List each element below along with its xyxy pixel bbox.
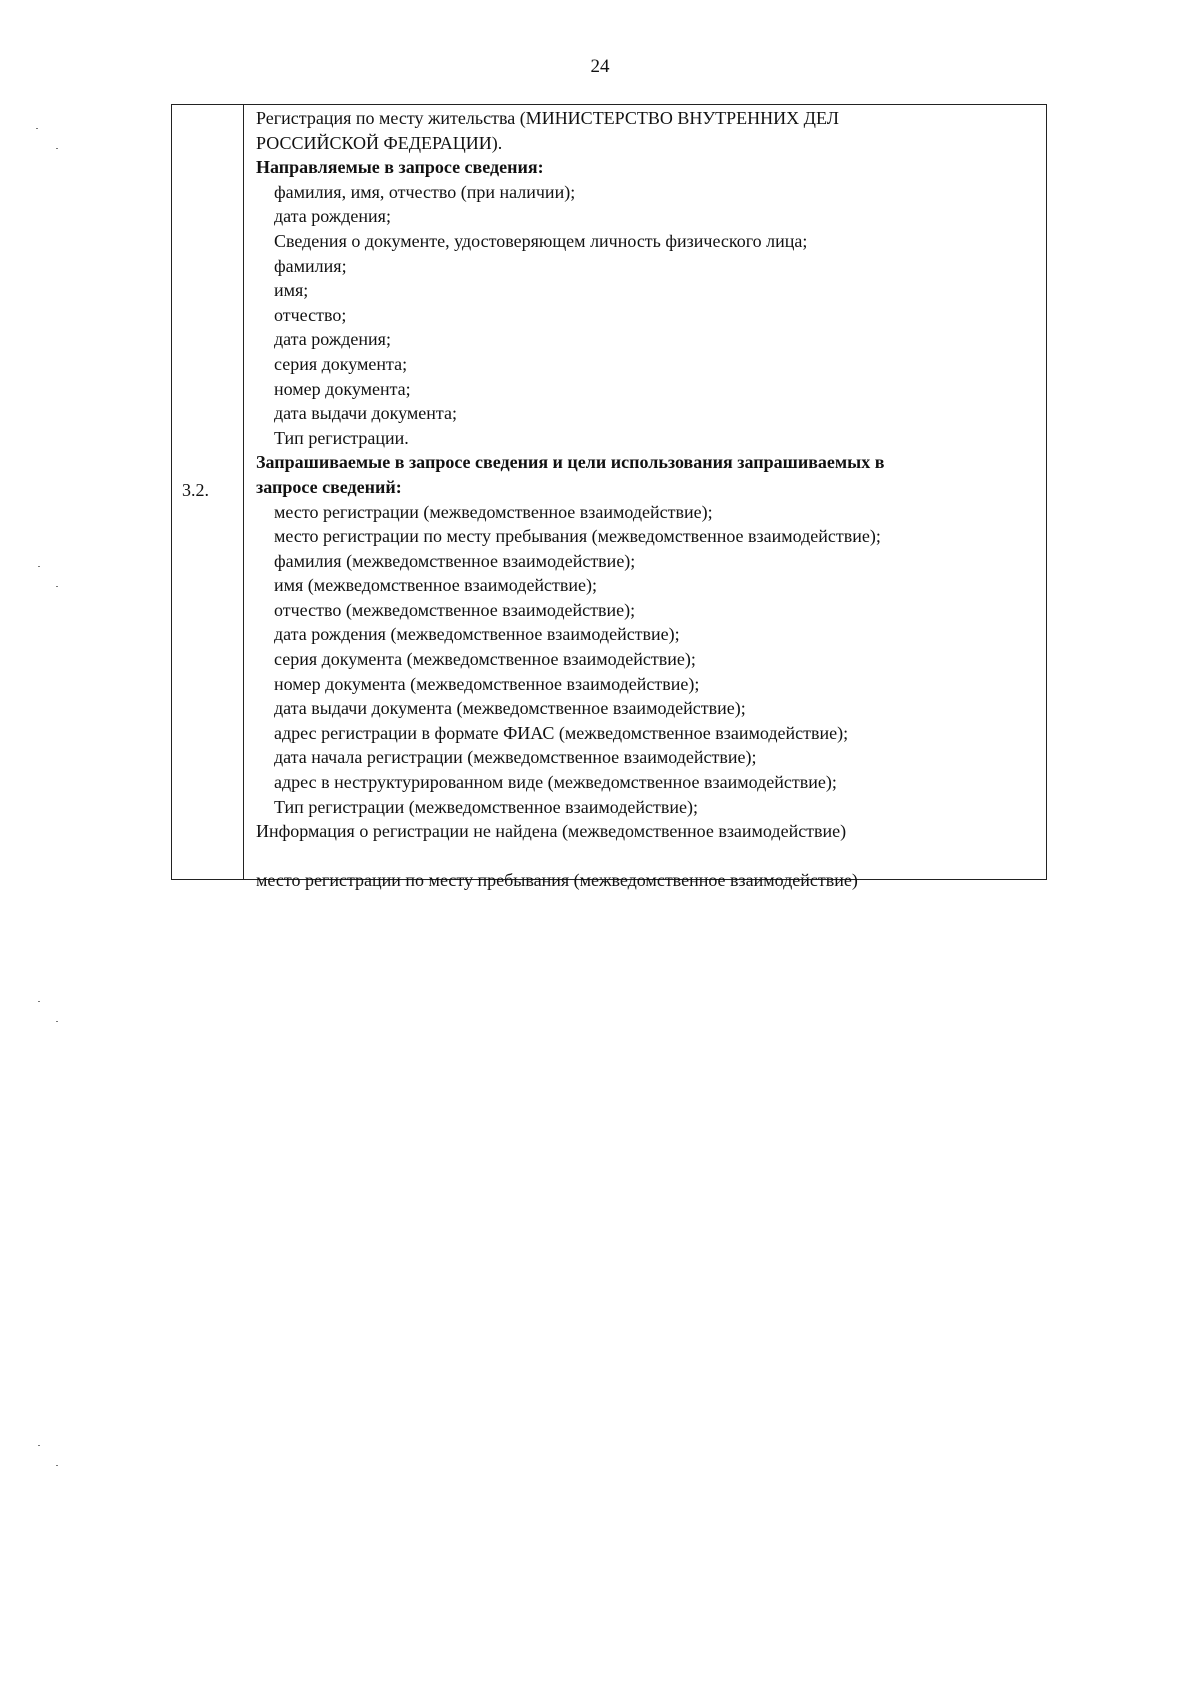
scan-speck xyxy=(36,128,38,129)
scan-speck xyxy=(38,1445,40,1446)
requested-item: дата выдачи документа (межведомственное взаимодействие); xyxy=(274,698,746,719)
service-title-line-2: РОССИЙСКОЙ ФЕДЕРАЦИИ). xyxy=(256,132,503,153)
requested-item: адрес регистрации в формате ФИАС (межведомственное взаимодействие); xyxy=(274,722,849,743)
requested-item: дата начала регистрации (межведомственное взаимодействие); xyxy=(274,747,757,768)
sent-item: имя; xyxy=(274,280,309,301)
sent-item: дата выдачи документа; xyxy=(274,403,457,424)
sent-item: Сведения о документе, удостоверяющем личность физического лица; xyxy=(274,230,808,251)
sent-item: дата рождения; xyxy=(274,329,391,350)
requested-data-heading-line-1: Запрашиваемые в запросе сведения и цели использования запрашиваемых в xyxy=(256,452,885,473)
row-number: 3.2. xyxy=(182,480,209,500)
requested-data-heading-line-2: запросе сведений: xyxy=(256,476,402,497)
scan-speck xyxy=(56,1465,58,1466)
requested-item: номер документа (межведомственное взаимодействие); xyxy=(274,673,700,694)
requested-item: серия документа (межведомственное взаимодействие); xyxy=(274,649,696,670)
scan-speck xyxy=(38,566,40,567)
sent-item: номер документа; xyxy=(274,378,411,399)
requested-item: место регистрации (межведомственное взаимодействие); xyxy=(274,501,713,522)
sent-item: отчество; xyxy=(274,304,347,325)
requested-item: отчество (межведомственное взаимодействие); xyxy=(274,599,636,620)
scan-speck xyxy=(56,1021,58,1022)
column-divider xyxy=(243,104,244,880)
sent-item: фамилия; xyxy=(274,255,347,276)
requested-item: имя (межведомственное взаимодействие); xyxy=(274,575,598,596)
service-title-line-1: Регистрация по месту жительства (МИНИСТЕРСТВО ВНУТРЕННИХ ДЕЛ xyxy=(256,108,839,128)
page-number: 24 xyxy=(590,56,610,77)
row-content xyxy=(256,106,1036,892)
sent-item: Тип регистрации. xyxy=(274,427,409,448)
requested-item: адрес в неструктурированном виде (межведомственное взаимодействие); xyxy=(274,772,837,793)
sent-item: дата рождения; xyxy=(274,206,391,227)
sent-data-heading: Направляемые в запросе сведения: xyxy=(256,157,544,178)
sent-item: серия документа; xyxy=(274,353,408,374)
blank-line xyxy=(256,844,1036,868)
requested-item: Тип регистрации (межведомственное взаимодействие); xyxy=(274,796,699,817)
requested-item: дата рождения (межведомственное взаимодействие); xyxy=(274,624,680,645)
last-line: место регистрации по месту пребывания (межведомственное взаимодействие) xyxy=(256,869,858,890)
requested-item: место регистрации по месту пребывания (межведомственное взаимодействие); xyxy=(274,526,881,547)
scan-speck xyxy=(56,148,58,149)
not-found-line: Информация о регистрации не найдена (межведомственное взаимодействие) xyxy=(256,821,847,842)
scan-speck xyxy=(56,586,58,587)
scan-speck xyxy=(38,1001,40,1002)
sent-item: фамилия, имя, отчество (при наличии); xyxy=(274,181,576,202)
requested-item: фамилия (межведомственное взаимодействие); xyxy=(274,550,636,571)
